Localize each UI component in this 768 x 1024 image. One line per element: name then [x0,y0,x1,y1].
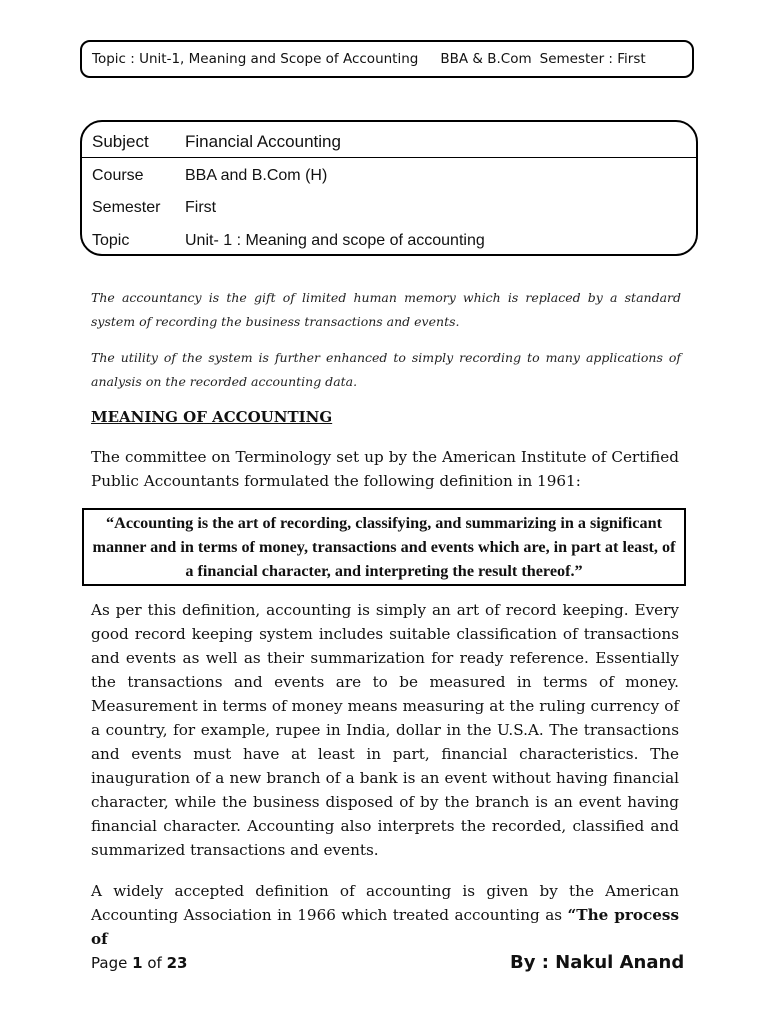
info-divider [82,157,696,158]
semester-label: Semester [92,199,161,216]
header-banner [80,40,694,78]
intro-paragraph-1: The accountancy is the gift of limited human memory which is replaced by a standard system of recording the business transactions and events. [91,290,681,329]
course-value: BBA and B.Com (H) [185,167,328,184]
aaa-definition-bold: “The process of [91,906,679,948]
page-of: of [147,954,162,972]
course-info-box [80,120,698,256]
subject-label: Subject [92,132,149,151]
intro-paragraph-2: The utility of the system is further enhanced to simply recording to many applications of analysis on the recorded accounting data. [91,350,681,389]
semester-value: First [185,199,217,216]
author-credit: By : Nakul Anand [510,952,685,973]
section-heading: MEANING OF ACCOUNTING [91,408,333,426]
subject-value: Financial Accounting [185,132,341,151]
page-number [91,954,187,972]
definition-quote: “Accounting is the art of recording, classifying, and summarizing in a significant manner and in terms of money, transactions and events which are, in part at least, of a financial character, and interpreting the result thereof.” [92,514,676,580]
definition-quote-box [82,508,686,586]
definition-explanation-paragraph: As per this definition, accounting is simply an art of record keeping. Every good record keeping system includes suitable classification of transactions and events as well as their summarization for ready reference. Essentially the transactions and events are to be measured in terms of money. Measurement in terms of money means measuring at the ruling currency of a country, for example, rupee in India, dollar in the U.S.A. The transactions and events must have at least in part, financial characteristics. The inauguration of a new branch of a bank is an event without having financial character, while the business disposed of by the branch is an event having financial character. Accounting also interprets the recorded, classified and summarized transactions and events. [91,601,679,859]
course-label: Course [92,167,144,184]
header-semester: Semester : First [539,51,646,67]
topic-label: Topic [92,232,130,249]
page-total: 23 [166,954,188,972]
aaa-definition-text: A widely accepted definition of accounting is given by the American Accounting Association in 1966 which treated accounting as [91,882,679,924]
committee-paragraph: The committee on Terminology set up by the American Institute of Certified Public Accountants formulated the following definition in 1961: [91,448,679,490]
topic-value: Unit- 1 : Meaning and scope of accounting [185,232,485,249]
page-current: 1 [132,954,143,972]
info-row-semester [92,199,216,217]
info-row-topic [92,232,485,250]
info-row-course [92,167,327,185]
info-row-subject [92,132,341,152]
page-word: Page [91,954,128,972]
header-topic: Topic : Unit-1, Meaning and Scope of Accounting [92,51,419,67]
header-program: BBA & B.Com [440,51,532,67]
aaa-definition-paragraph [91,879,679,951]
